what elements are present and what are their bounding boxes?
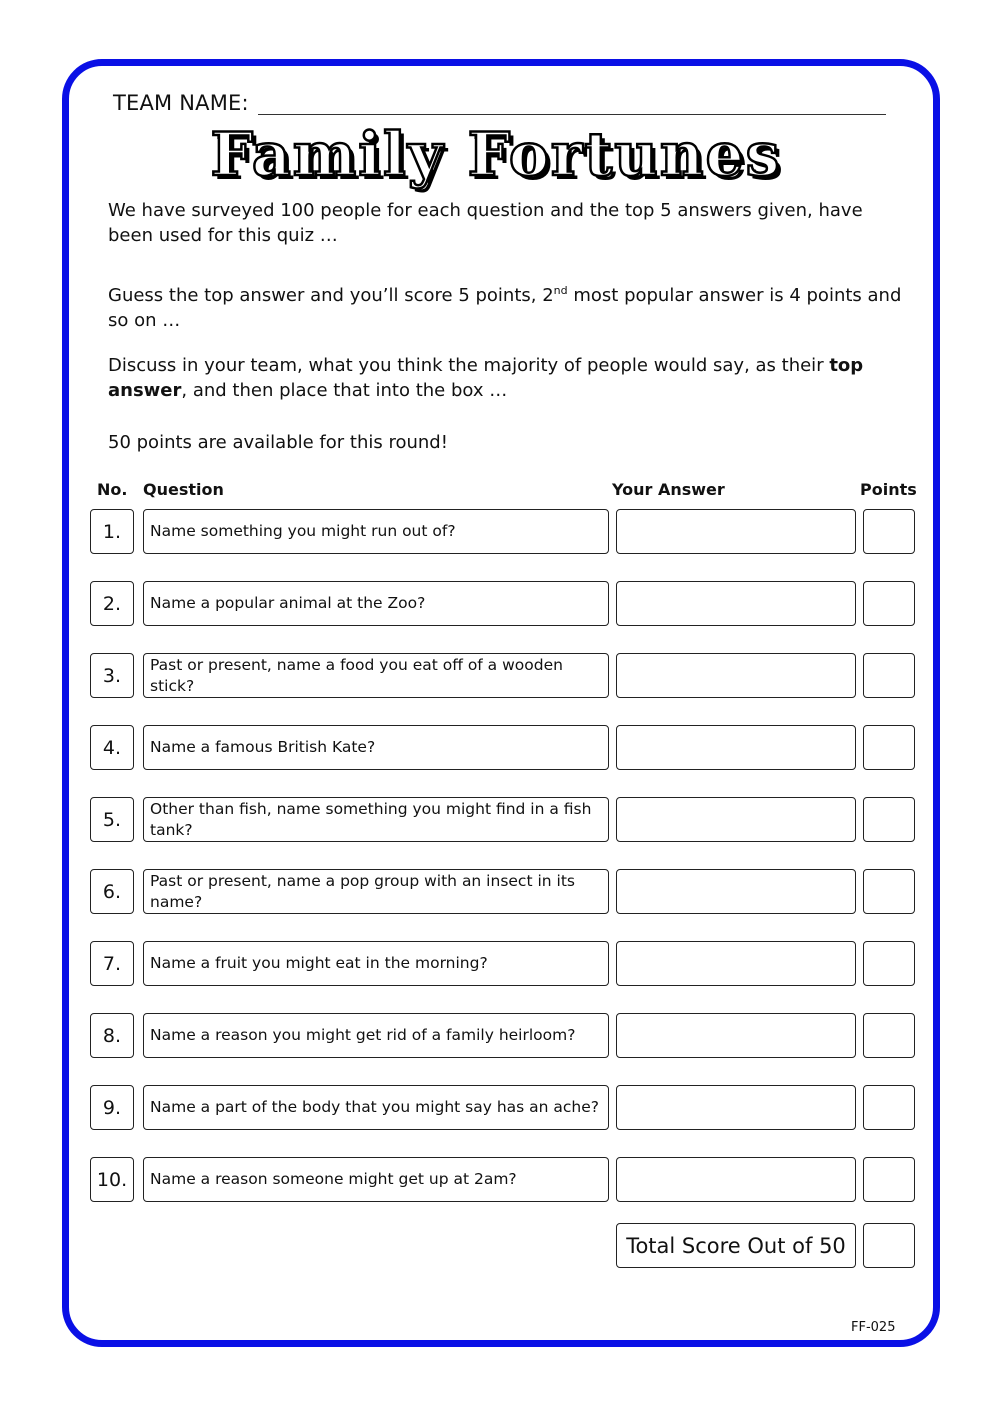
team-name-field[interactable] [258,114,886,115]
question-number: 9. [90,1085,134,1130]
intro-p3-text: Discuss in your team, what you think the majority of people would say, as their [108,355,830,376]
question-text: Past or present, name a pop group with an insect in its name? [143,869,609,914]
points-box[interactable] [863,941,915,986]
question-number: 8. [90,1013,134,1058]
intro-paragraph-3 [108,353,908,403]
intro-p3-text-end: , and then place that into the box … [181,380,508,401]
answer-box[interactable] [616,797,856,842]
points-box[interactable] [863,653,915,698]
intro-p3-bold: top answer [108,355,864,401]
answer-box[interactable] [616,1157,856,1202]
answer-box[interactable] [616,581,856,626]
answer-box[interactable] [616,653,856,698]
points-box[interactable] [863,509,915,554]
question-number: 7. [90,941,134,986]
question-number: 1. [90,509,134,554]
points-box[interactable] [863,1013,915,1058]
intro-paragraph-2 [108,278,908,333]
total-score-box[interactable] [863,1223,915,1268]
question-number: 10. [90,1157,134,1202]
page-border [62,59,940,1347]
answer-box[interactable] [616,941,856,986]
question-text: Name something you might run out of? [143,509,609,554]
points-box[interactable] [863,725,915,770]
points-box[interactable] [863,797,915,842]
question-text: Name a reason someone might get up at 2am? [143,1157,609,1202]
question-number: 4. [90,725,134,770]
question-text: Past or present, name a food you eat off of a wooden stick? [143,653,609,698]
sheet-code: FF-025 [851,1320,896,1335]
answer-box[interactable] [616,1085,856,1130]
header-points: Points [860,480,917,499]
points-box[interactable] [863,869,915,914]
question-text: Name a fruit you might eat in the morning? [143,941,609,986]
intro-p2-text: Guess the top answer and you’ll score 5 points, 2 [108,285,554,306]
intro-paragraph-1: We have surveyed 100 people for each question and the top 5 answers given, have been used for this quiz … [108,200,863,246]
answer-box[interactable] [616,869,856,914]
answer-box[interactable] [616,509,856,554]
question-text: Other than fish, name something you might find in a fish tank? [143,797,609,842]
intro-p2-text-end: most popular answer is 4 points and so on … [108,285,902,331]
intro-paragraph-4: 50 points are available for this round! [108,432,448,453]
header-question: Question [143,480,224,499]
points-box[interactable] [863,581,915,626]
page-title: Family Fortunes [210,120,782,190]
team-name-label: TEAM NAME: [113,91,249,115]
question-text: Name a part of the body that you might say has an ache? [143,1085,609,1130]
question-number: 3. [90,653,134,698]
intro-p2-sup: nd [553,284,568,297]
question-text: Name a popular animal at the Zoo? [143,581,609,626]
question-number: 6. [90,869,134,914]
question-number: 5. [90,797,134,842]
question-number: 2. [90,581,134,626]
total-score-label: Total Score Out of 50 [616,1223,856,1268]
answer-box[interactable] [616,725,856,770]
points-box[interactable] [863,1157,915,1202]
question-text: Name a famous British Kate? [143,725,609,770]
header-no: No. [97,480,128,499]
header-your-answer: Your Answer [612,480,725,499]
question-text: Name a reason you might get rid of a family heirloom? [143,1013,609,1058]
points-box[interactable] [863,1085,915,1130]
answer-box[interactable] [616,1013,856,1058]
